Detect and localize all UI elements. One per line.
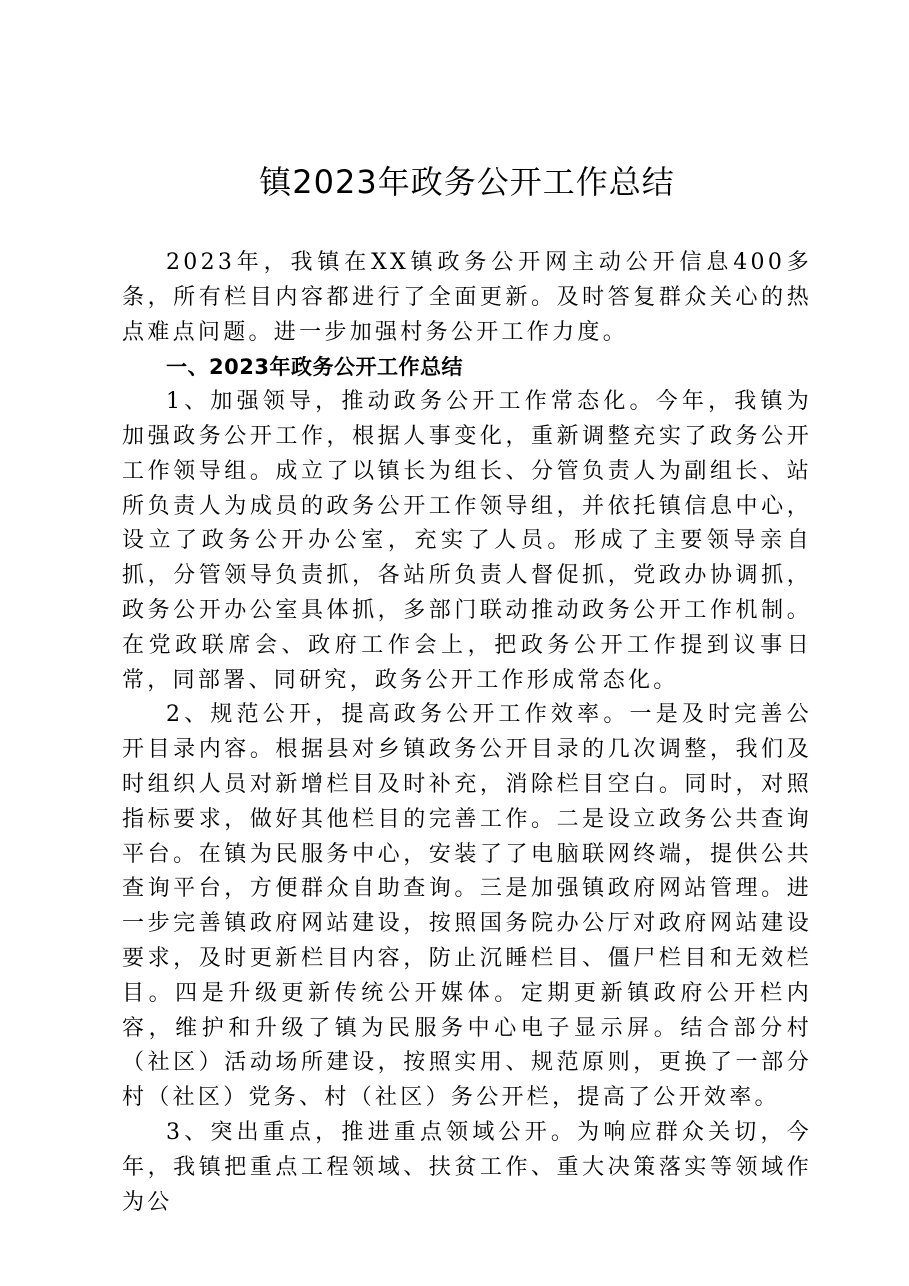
body-paragraph-3: 3、突出重点，推进重点领域公开。为响应群众关切，今年，我镇把重点工程领域、扶贫工作、重大决策落实等领域作为公 — [122, 1119, 812, 1215]
document-title: 镇2023年政务公开工作总结 — [259, 163, 675, 201]
body-paragraph-1: 1、加强领导，推动政务公开工作常态化。今年，我镇为加强政务公开工作，根据人事变化，重新调整充实了政务公开工作领导组。成立了以镇长为组长、分管负责人为副组长、站所负责人为成员的政务公开工作领导组，并依托镇信息中心，设立了政务公开办公室，充实了人员。形成了主要领导亲自抓，分管领导负责抓，各站所负责人督促抓，党政办协调抓，政务公开办公室具体抓，多部门联动推动政务公开工作机制。在党政联席会、政府工作会上，把政务公开工作提到议事日常，同部署、同研究，政务公开工作形成常态化。 — [122, 389, 812, 693]
body-paragraph-2: 2、规范公开，提高政务公开工作效率。一是及时完善公开目录内容。根据县对乡镇政务公开目录的几次调整，我们及时组织人员对新增栏目及时补充，消除栏目空白。同时，对照指标要求，做好其他栏目的完善工作。二是设立政务公共查询平台。在镇为民服务中心，安装了了电脑联网终端，提供公共查询平台，方便群众自助查询。三是加强镇政府网站管理。进一步完善镇政府网站建设，按照国务院办公厅对政府网站建设要求，及时更新栏目内容，防止沉睡栏目、僵尸栏目和无效栏目。四是升级更新传统公开媒体。定期更新镇政府公开栏内容，维护和升级了镇为民服务中心电子显示屏。结合部分村（社区）活动场所建设，按照实用、规范原则，更换了一部分村（社区）党务、村（社区）务公开栏，提高了公开效率。 — [122, 702, 812, 1111]
document-page — [122, 158, 812, 1220]
section-heading: 一、2023年政务公开工作总结 — [166, 355, 463, 380]
intro-paragraph: 2023年，我镇在XX镇政务公开网主动公开信息400多条，所有栏目内容都进行了全面更新。及时答复群众关心的热点难点问题。进一步加强村务公开工作力度。 — [122, 250, 812, 345]
